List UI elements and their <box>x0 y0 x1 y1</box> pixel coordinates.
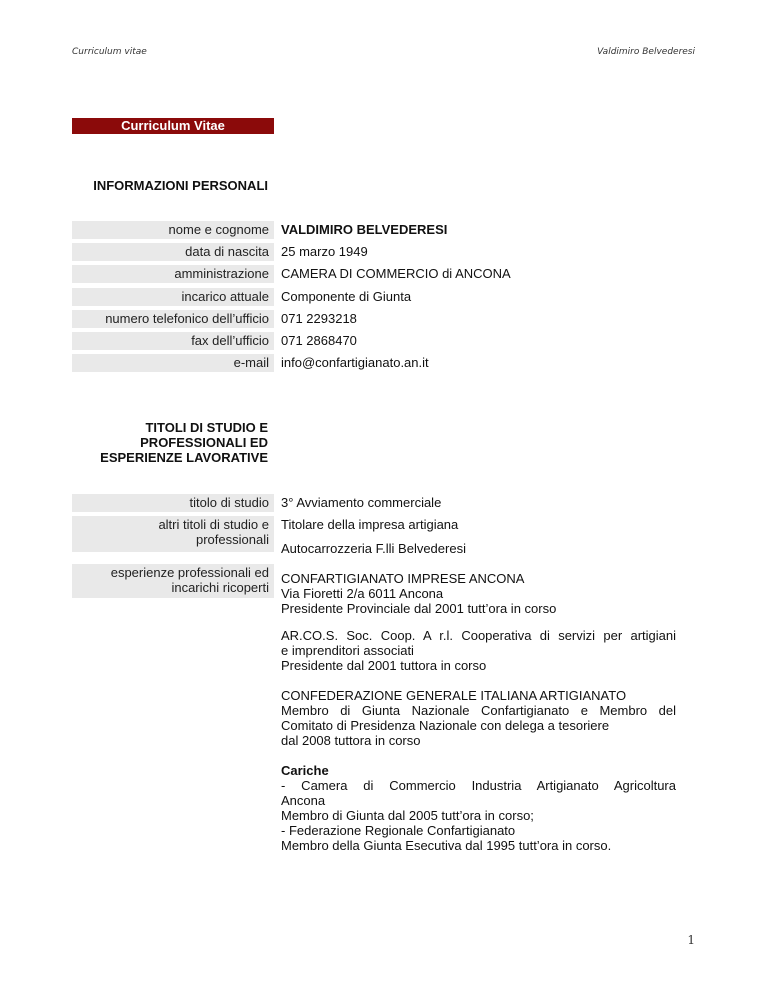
experience-line: Presidente dal 2001 tuttora in corso <box>281 658 487 673</box>
value-other-titles-2: Autocarrozzeria F.lli Belvederesi <box>281 541 466 556</box>
experience-line: CONFARTIGIANATO IMPRESE ANCONA <box>281 571 525 586</box>
cariche-line: Membro di Giunta dal 2005 tutt’ora in corso; <box>281 808 534 823</box>
label-line: altri titoli di studio e <box>158 517 269 532</box>
experience-block-confartigianato <box>281 571 676 616</box>
experience-block-cariche <box>281 763 676 853</box>
experience-line: AR.CO.S. Soc. Coop. A r.l. Cooperativa di servizi per artigiani <box>281 628 676 643</box>
cariche-line: - Camera di Commercio Industria Artigianato Agricoltura <box>281 778 676 793</box>
label-line: esperienze professionali ed <box>110 565 269 580</box>
label-birth-date: data di nascita <box>72 243 274 261</box>
cariche-line: Ancona <box>281 793 326 808</box>
label-line: incarichi ricoperti <box>171 580 269 595</box>
value-phone: 071 2293218 <box>281 311 357 326</box>
experience-line: Comitato di Presidenza Nazionale con delega a tesoriere <box>281 718 610 733</box>
header-left: Curriculum vitae <box>72 47 147 57</box>
cv-title-banner: Curriculum Vitae <box>72 118 274 134</box>
value-fax: 071 2868470 <box>281 333 357 348</box>
section-title-personal-info: INFORMAZIONI PERSONALI <box>93 178 268 193</box>
label-phone: numero telefonico dell’ufficio <box>72 310 274 328</box>
value-other-titles-1: Titolare della impresa artigiana <box>281 517 459 532</box>
label-other-titles <box>72 516 274 552</box>
experience-block-arcos <box>281 628 676 673</box>
experience-line: Presidente Provinciale dal 2001 tutt’ora in corso <box>281 601 557 616</box>
label-fax: fax dell’ufficio <box>72 332 274 350</box>
label-name: nome e cognome <box>72 221 274 239</box>
section-title-studies <box>72 420 268 465</box>
section-title-line: ESPERIENZE LAVORATIVE <box>100 450 268 465</box>
cariche-line: - Federazione Regionale Confartigianato <box>281 823 516 838</box>
experience-line: e imprenditori associati <box>281 643 414 658</box>
experience-line: dal 2008 tuttora in corso <box>281 733 421 748</box>
cariche-line: Membro della Giunta Esecutiva dal 1995 tutt’ora in corso. <box>281 838 612 853</box>
experience-line: Via Fioretti 2/a 6011 Ancona <box>281 586 444 601</box>
label-administration: amministrazione <box>72 265 274 283</box>
label-experience <box>72 564 274 598</box>
section-title-line: TITOLI DI STUDIO E <box>145 420 268 435</box>
experience-line: CONFEDERAZIONE GENERALE ITALIANA ARTIGIANATO <box>281 688 627 703</box>
section-title-line: PROFESSIONALI ED <box>140 435 268 450</box>
label-email: e-mail <box>72 354 274 372</box>
value-birth-date: 25 marzo 1949 <box>281 244 368 259</box>
page-number: 1 <box>687 933 695 947</box>
label-line: professionali <box>196 532 269 547</box>
value-administration: CAMERA DI COMMERCIO di ANCONA <box>281 266 511 281</box>
label-current-role: incarico attuale <box>72 288 274 306</box>
cariche-title: Cariche <box>281 763 329 778</box>
value-study-title: 3° Avviamento commerciale <box>281 495 442 510</box>
label-study-title: titolo di studio <box>72 494 274 512</box>
value-email: info@confartigianato.an.it <box>281 355 429 370</box>
value-current-role: Componente di Giunta <box>281 289 412 304</box>
experience-block-confederazione <box>281 688 676 748</box>
header-right: Valdimiro Belvederesi <box>597 47 695 57</box>
value-name: VALDIMIRO BELVEDERESI <box>281 222 448 237</box>
experience-line: Membro di Giunta Nazionale Confartigianato e Membro del <box>281 703 676 718</box>
